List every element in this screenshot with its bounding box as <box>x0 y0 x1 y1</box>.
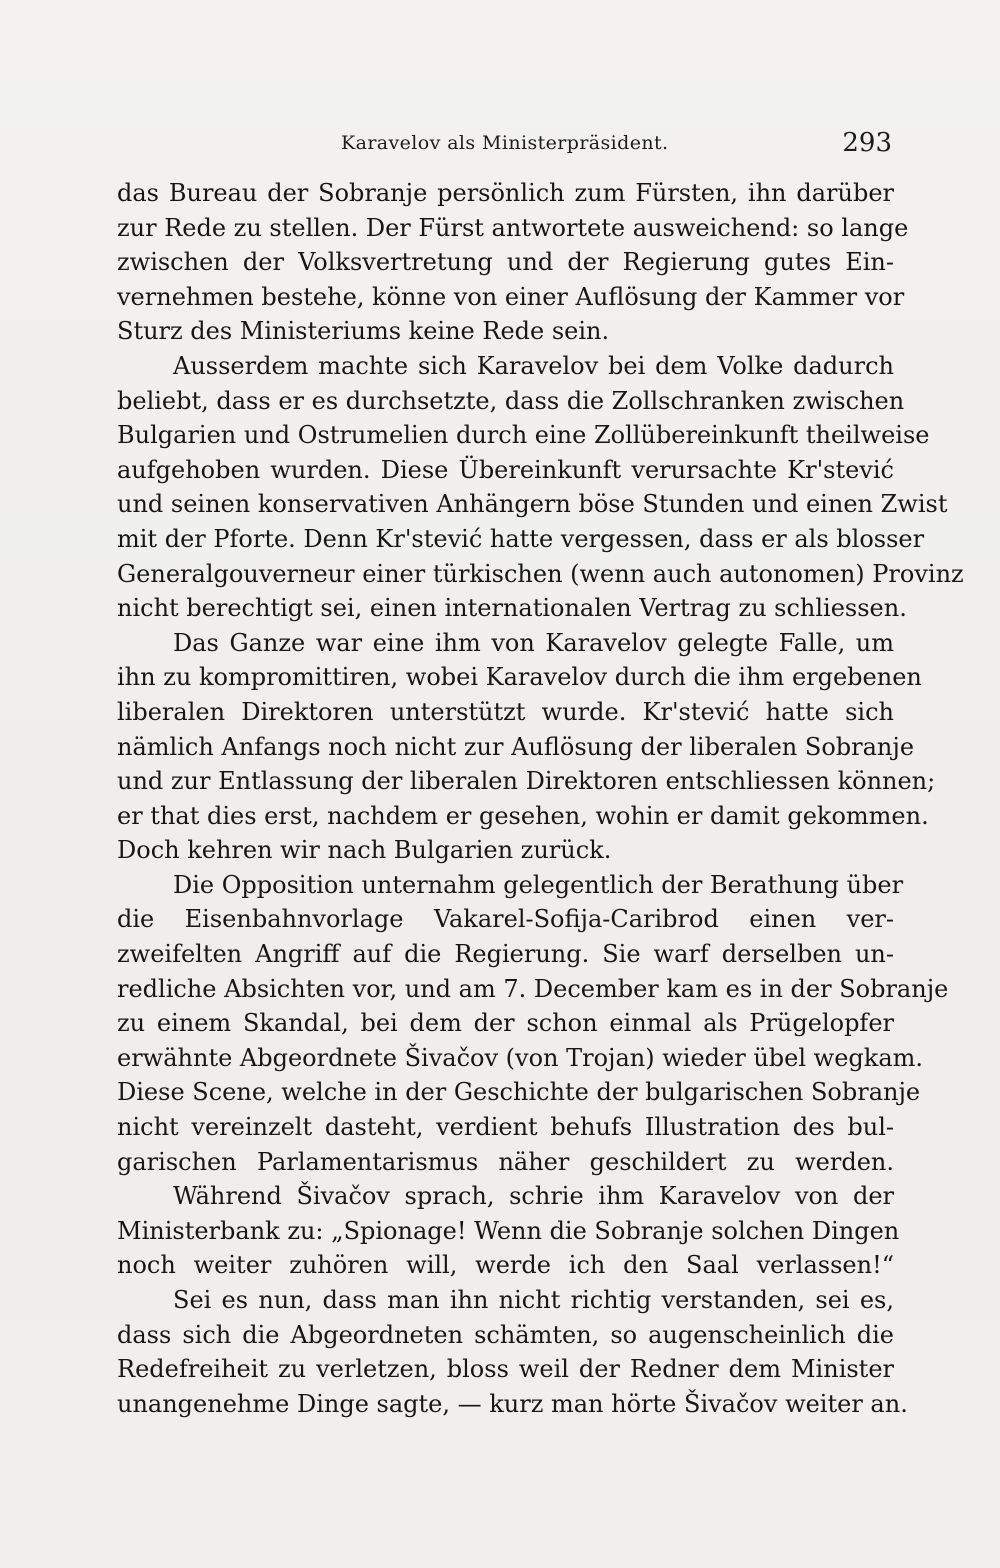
text-line: Ministerbank zu: „Spionage! Wenn die Sobranje solchen Dingen <box>117 1216 900 1245</box>
text-line: die Eisenbahnvorlage Vakarel-Sofija-Caribrod einen ver- <box>117 905 894 934</box>
text-line: aufgehoben wurden. Diese Übereinkunft verursachte Kr'stević <box>117 455 894 484</box>
text-line: das Bureau der Sobranje persönlich zum Fürsten, ihn darüber <box>117 179 894 207</box>
text-line: Die Opposition unternahm gelegentlich der Berathung über <box>173 870 904 899</box>
running-header <box>117 128 894 162</box>
text-line: erwähnte Abgeordnete Šivačov (von Trojan) wieder übel wegkam. <box>117 1043 924 1072</box>
text-line: ihn zu kompromittiren, wobei Karavelov durch die ihm ergebenen <box>117 663 922 692</box>
text-line: Sei es nun, dass man ihn nicht richtig verstanden, sei es, <box>173 1286 894 1314</box>
text-line: garischen Parlamentarismus näher geschildert zu werden. <box>117 1147 894 1176</box>
text-line: Sturz des Ministeriums keine Rede sein. <box>117 317 610 346</box>
text-line: Während Šivačov sprach, schrie ihm Karavelov von der <box>173 1182 894 1211</box>
text-line: und seinen konservativen Anhängern böse Stunden und einen Zwist <box>117 490 948 519</box>
text-line: Bulgarien und Ostrumelien durch eine Zollübereinkunft theilweise <box>117 421 930 450</box>
text-line: und zur Entlassung der liberalen Direktoren entschliessen können; <box>117 767 936 796</box>
text-line: nicht berechtigt sei, einen internationalen Vertrag zu schliessen. <box>117 594 907 623</box>
text-line: Das Ganze war eine ihm von Karavelov gelegte Falle, um <box>173 628 894 657</box>
text-line: nämlich Anfangs noch nicht zur Auflösung der liberalen Sobranje <box>117 732 915 761</box>
text-line: unangenehme Dinge sagte, — kurz man hörte Šivačov weiter an. <box>117 1389 908 1418</box>
text-line: redliche Absichten vor, und am 7. December kam es in der Sobranje <box>117 974 949 1003</box>
text-line: er that dies erst, nachdem er gesehen, wohin er damit gekommen. <box>117 801 929 830</box>
text-line: beliebt, dass er es durchsetzte, dass die Zollschranken zwischen <box>117 386 905 415</box>
text-line: Redefreiheit zu verletzen, bloss weil der Redner dem Minister <box>117 1355 894 1384</box>
text-line: Diese Scene, welche in der Geschichte der bulgarischen Sobranje <box>117 1078 921 1107</box>
text-line: zwischen der Volksvertretung und der Regierung gutes Ein- <box>117 248 894 277</box>
text-line: zweifelten Angriff auf die Regierung. Sie warf derselben un- <box>117 940 894 969</box>
running-title: Karavelov als Ministerpräsident. <box>341 132 669 154</box>
page-number: 293 <box>842 128 892 158</box>
text-line: nicht vereinzelt dasteht, verdient behufs Illustration des bul- <box>117 1113 894 1142</box>
text-line: zur Rede zu stellen. Der Fürst antwortete ausweichend: so lange <box>117 213 909 242</box>
text-line: liberalen Direktoren unterstützt wurde. Kr'stević hatte sich <box>117 697 894 726</box>
text-line: Doch kehren wir nach Bulgarien zurück. <box>117 836 612 865</box>
text-line: Ausserdem machte sich Karavelov bei dem Volke dadurch <box>173 351 894 380</box>
text-line: vernehmen bestehe, könne von einer Auflösung der Kammer vor <box>117 282 905 311</box>
text-line: mit der Pforte. Denn Kr'stević hatte vergessen, dass er als blosser <box>117 524 925 553</box>
text-line: noch weiter zuhören will, werde ich den Saal verlassen!“ <box>117 1251 894 1280</box>
text-line: dass sich die Abgeordneten schämten, so augenscheinlich die <box>117 1320 894 1349</box>
body-text <box>117 176 964 1421</box>
text-line: zu einem Skandal, bei dem der schon einmal als Prügelopfer <box>117 1009 894 1038</box>
text-line: Generalgouverneur einer türkischen (wenn auch autonomen) Provinz <box>117 559 964 588</box>
